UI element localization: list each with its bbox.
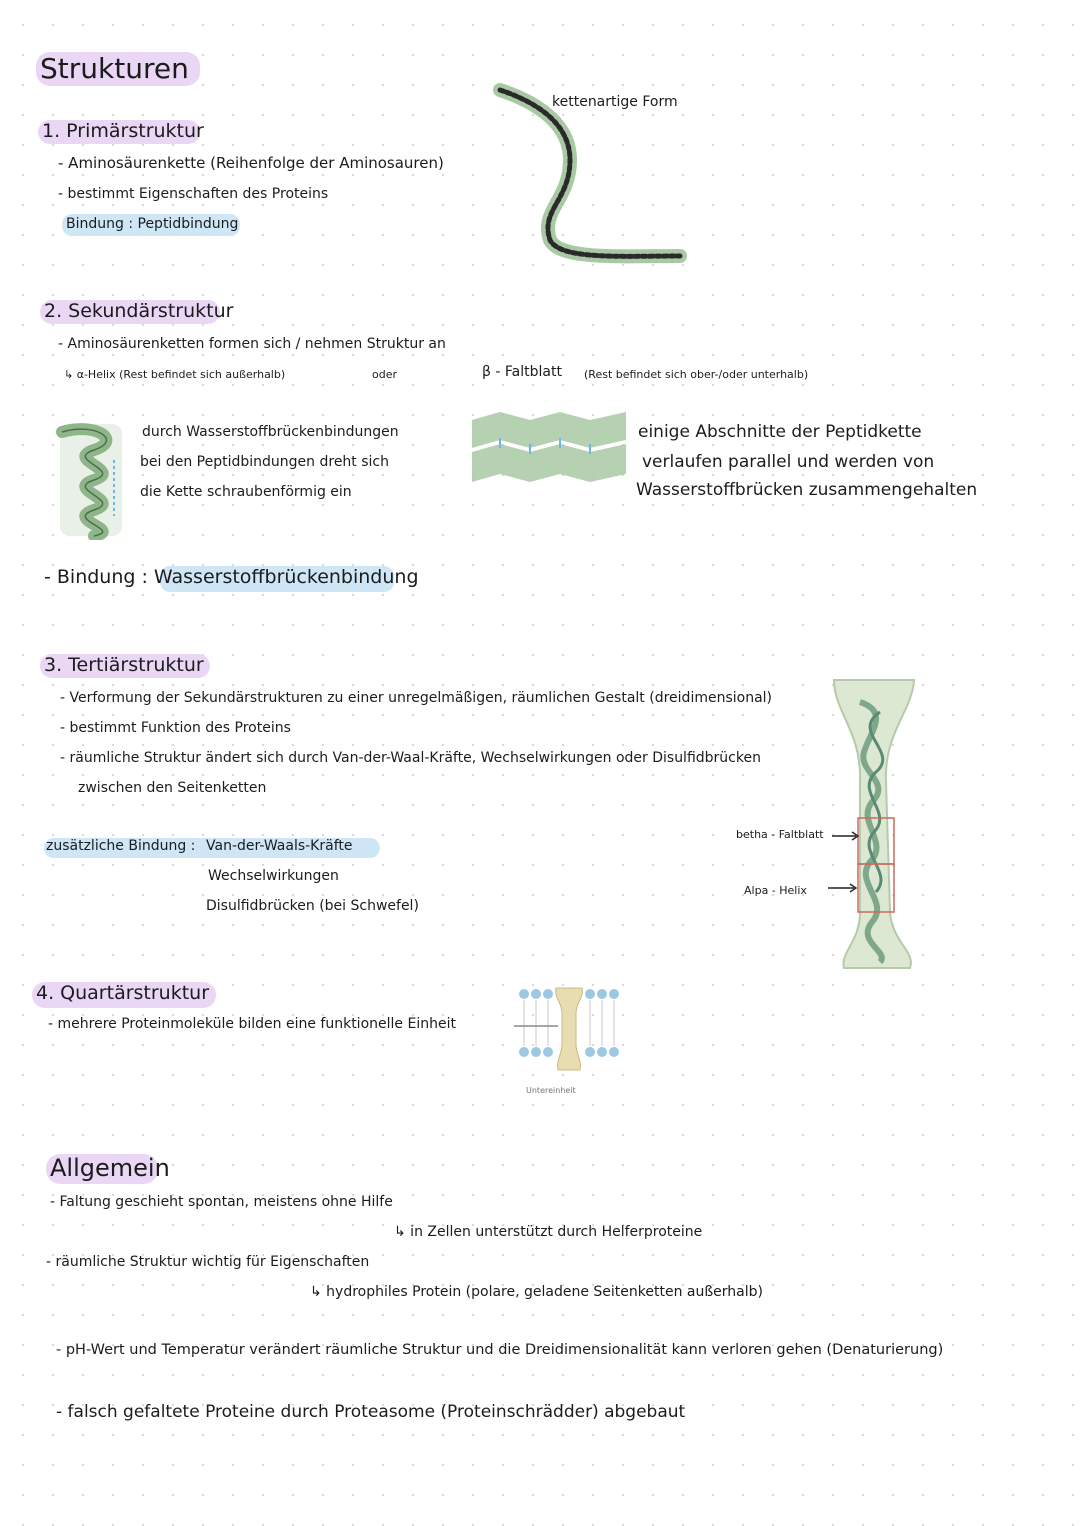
section-heading-tertiaer: 3. Tertiärstruktur — [44, 654, 204, 676]
beta-desc-3: Wasserstoffbrücken zusammengehalten — [636, 480, 978, 500]
tertiaer-line-4: zwischen den Seitenketten — [78, 780, 267, 796]
beta-desc-1: einige Abschnitte der Peptidkette — [638, 422, 922, 442]
tertiary-fig-beta-label: betha - Faltblatt — [736, 828, 824, 841]
membrane-protein-figure — [514, 984, 624, 1074]
oder-label: oder — [372, 368, 398, 381]
section-heading-primaer: 1. Primärstruktur — [42, 120, 204, 142]
quartaer-line-1: - mehrere Proteinmoleküle bilden eine funktionelle Einheit — [48, 1016, 456, 1032]
sekundaer-line-1: - Aminosäurenketten formen sich / nehmen Struktur an — [58, 336, 446, 352]
tertiaer-line-2: - bestimmt Funktion des Proteins — [60, 720, 291, 736]
alpha-desc-3: die Kette schraubenförmig ein — [140, 484, 352, 500]
arrow-alpha-icon — [828, 882, 858, 894]
arrow-beta-icon — [832, 830, 860, 842]
beta-sheet-note: (Rest befindet sich ober-/oder unterhalb) — [584, 368, 809, 381]
alpha-desc-1: durch Wasserstoffbrückenbindungen — [142, 424, 399, 440]
chain-figure-label: kettenartige Form — [552, 94, 678, 110]
untereinheit-label: Untereinheit — [526, 1086, 576, 1095]
beta-desc-2: verlaufen parallel und werden von — [642, 452, 935, 472]
allgemein-line-1: - Faltung geschieht spontan, meistens ohne Hilfe — [50, 1194, 393, 1210]
page-title: Strukturen — [40, 52, 189, 85]
allgemein-line-3: - pH-Wert und Temperatur verändert räumliche Struktur und die Dreidimensionalität kann verloren gehen (Denaturierung) — [56, 1342, 944, 1358]
tertiary-fig-alpha-label: Alpa - Helix — [744, 884, 807, 897]
allgemein-line-4: - falsch gefaltete Proteine durch Proteasome (Proteinschrädder) abgebaut — [56, 1402, 686, 1422]
allgemein-line-2b: ↳ hydrophiles Protein (polare, geladene Seitenketten außerhalb) — [310, 1284, 763, 1300]
beta-sheet-label: β - Faltblatt — [482, 364, 562, 380]
tertiaer-line-3: - räumliche Struktur ändert sich durch Van-der-Waal-Kräfte, Wechselwirkungen oder Disulfidbrücken — [60, 750, 761, 766]
bond-van-der-waals: Van-der-Waals-Kräfte — [206, 838, 353, 854]
tertiaer-line-1: - Verformung der Sekundärstrukturen zu einer unregelmäßigen, räumlichen Gestalt (dreidimensional) — [60, 690, 773, 706]
section-heading-allgemein: Allgemein — [50, 1154, 170, 1182]
tertiary-structure-figure — [820, 672, 930, 974]
alpha-desc-2: bei den Peptidbindungen dreht sich — [140, 454, 389, 470]
primaer-line-1: - Aminosäurenkette (Reihenfolge der Aminosauren) — [58, 154, 444, 172]
alpha-helix-figure — [54, 420, 134, 540]
primaer-bond: Bindung : Peptidbindung — [66, 216, 239, 232]
primaer-line-2: - bestimmt Eigenschaften des Proteins — [58, 186, 329, 202]
beta-sheet-figure — [470, 404, 630, 490]
section-heading-quartaer: 4. Quartärstruktur — [36, 982, 210, 1004]
allgemein-line-1b: ↳ in Zellen unterstützt durch Helferproteine — [394, 1224, 703, 1240]
sekundaer-bond: - Bindung : Wasserstoffbrückenbindung — [44, 566, 419, 588]
bond-wechselwirkungen: Wechselwirkungen — [208, 868, 339, 884]
zusaetzliche-bindung-label: zusätzliche Bindung : — [46, 838, 196, 854]
allgemein-line-2: - räumliche Struktur wichtig für Eigenschaften — [46, 1254, 370, 1270]
alpha-helix-label: ↳ α-Helix (Rest befindet sich außerhalb) — [64, 368, 286, 381]
section-heading-sekundaer: 2. Sekundärstruktur — [44, 300, 234, 322]
bond-disulfidbruecken: Disulfidbrücken (bei Schwefel) — [206, 898, 419, 914]
